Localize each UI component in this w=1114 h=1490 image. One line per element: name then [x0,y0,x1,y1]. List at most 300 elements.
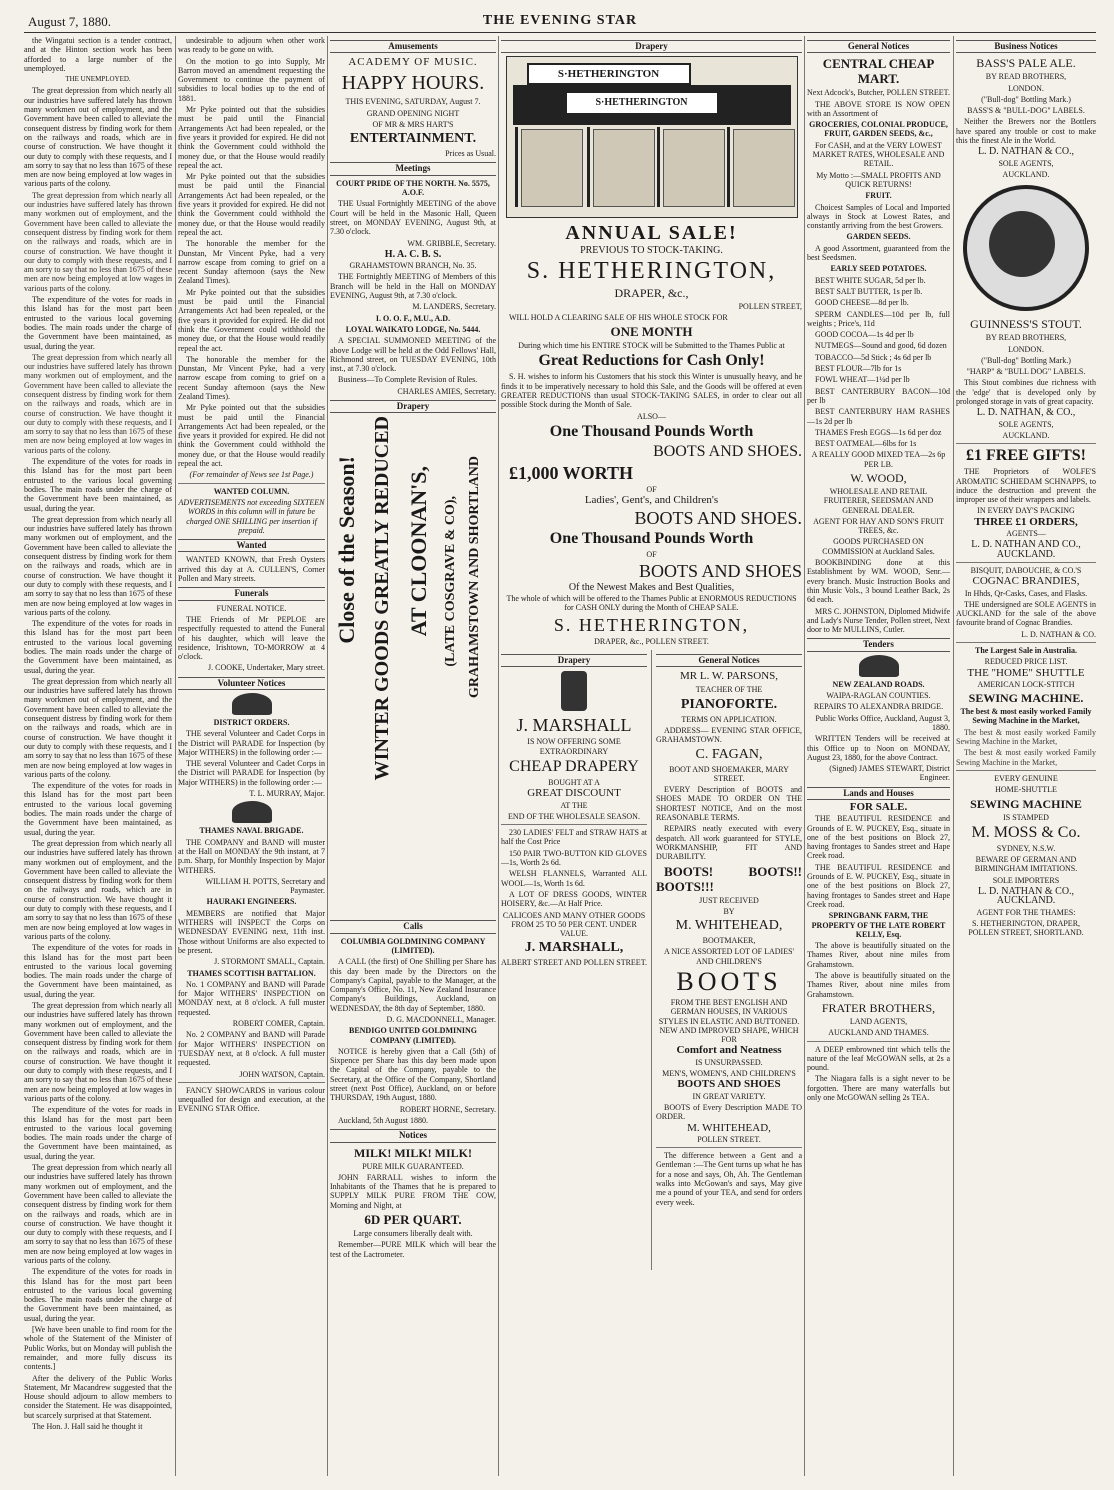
ad-heading: COLUMBIA GOLDMINING COMPANY (LIMITED). [340,936,486,955]
ad-text: Large consumers liberally dealt with. [353,1229,473,1239]
crown-emblem-icon [232,801,272,823]
ad-subhead: GREAT DISCOUNT [527,787,621,800]
ad-signature: D. G. MACDONNELL, Manager. [386,1014,496,1024]
news-paragraph: Mr Pyke pointed out that the subsidies must be paid until the Financial Arrangements Act had been repealed, or the five years it provided for expired. He did not think the Government could withhold the money due, or that the House would readily repeal the act. [178,403,325,469]
ad-text: THE Friends of Mr PEPLOE are respectfully requested to attend the Funeral of his daughter, which will leave the residence, Irishtown, TO-MORROW at 4 o'clock. [178,614,325,662]
ad-headline: CHEAP DRAPERY [509,757,639,775]
price-item: THAMES Fresh EGGS—1s 6d per doz [815,427,942,437]
newspaper-page [24,10,1096,1480]
ad-heading: THAMES SCOTTISH BATTALION. [187,968,316,978]
section-header-meetings: Meetings [330,162,496,175]
price-item: BEST WHITE SUGAR, 5d per lb. [815,275,926,285]
shop-pillar [657,127,660,207]
ad-text: A CALL (the first) of One Shilling per Share has this day been made by the Directors on the Company's Capital, payable to the Manager, at the Company's Office, No. 11, New Zealand Insurance Company's Buildings, Auckland, on WEDNESDAY, the 8th day of September, 1880. [330,957,496,1013]
ad-headline: PIANOFORTE. [680,696,778,712]
ad-subhead: BOOTS AND SHOES [677,1078,781,1091]
column-ads-6 [956,36,1096,1476]
ad-heading: HAURAKI ENGINEERS. [206,897,297,907]
shopfront-engraving [506,56,798,218]
shop-pillar [515,127,518,207]
ad-text: LAND AGENTS, [849,1016,908,1026]
ad-text: AUCKLAND. [1002,169,1050,179]
news-paragraph: Mr Pyke pointed out that the subsidies must be paid until the Financial Arrangements Act had been repealed, or the five years it provided for expired. He did not think the Government could withhold the money due, or that the House would readily repeal the act. [178,172,325,237]
column-rule [327,36,328,1476]
news-paragraph: The great depression from which nearly all our industries have suffered lately has thrown many workmen out of employment, and the Government have been called to alleviate the consequent distress by finding work for them on the railways and roads, which are in course of construction. We have thought it our duty to comply with these requests, and I am sorry to say that no less than 1675 of these men are now being employed at low wages in various parts of the colony. [24,838,172,941]
ad-signature: (Signed) JAMES STEWART, District Engineer. [829,764,950,783]
ad-text: IS UNSURPASSED. [695,1057,763,1067]
news-paragraph: The expenditure of the votes for roads in this Island has for the most part been entrusted to the various local governing bodies. The main roads under the charge of the Government have been maintained, as usual, during the year. [24,457,172,513]
ad-text: THE several Volunteer and Cadet Corps in the District will PARADE for Inspection (by Major WITHERS) in the following order :— [178,759,325,787]
ad-headline: Great Reductions for Cash Only! [538,352,765,370]
ad-headline: BOOTS AND SHOES. [653,442,802,460]
ad-text: AGENT FOR HAY AND SON'S FRUIT TREES, &c. [813,516,944,536]
column-news-2 [178,36,325,1476]
ad-heading: H. A. C. B. S. [384,248,442,260]
venue-name: ACADEMY OF MUSIC. [348,56,478,69]
ad-text: The above is beautifully situated on the Thames River, about nine miles from Grahamstown. [807,971,950,999]
ad-text: THE BEAUTIFUL RESIDENCE and Grounds of E. W. PUCKEY, Esq., situate in one of the best positions on Block 27, having frontages to Sandes street and Hape Creek road. [807,862,950,909]
ad-text: BISQUIT, DABOUCHE, & CO.'S [970,565,1082,575]
ad-heading: FUNERAL NOTICE. [216,603,287,613]
ad-text: ADDRESS— EVENING STAR OFFICE, GRAHAMSTOWN. [656,725,802,745]
shop-sign: S·HETHERINGTON [567,93,717,113]
column-ads-4 [501,36,802,1476]
news-paragraph: The expenditure of the votes for roads in this Island has for the most part been entrusted to the various local governing bodies. The main roads under the charge of the Government have been maintained, as usual, during the year. [24,295,172,351]
news-paragraph: The Hon. J. Hall said he thought it [32,1422,143,1432]
ad-signature: WM. GRIBBLE, Secretary. [407,238,496,248]
ad-heading: MILK! MILK! MILK! [354,1145,472,1160]
news-paragraph: The great depression from which nearly all our industries have suffered lately has thrown many workmen out of employment, and the Government have been called to alleviate the consequent distress by finding work for them on the railways and roads, which are in course of construction. We have thought it our duty to comply with these requests, and I am sorry to say that no less than 1675 of these men are now being employed at low wages in various parts of the colony. [24,86,172,189]
ad-heading: WANTED COLUMN. [213,486,290,496]
ad-headline: One Thousand Pounds Worth [549,422,754,440]
ad-text: My Motto :—SMALL PROFITS AND QUICK RETURNS! [816,170,941,189]
ad-text: BOOKBINDING done at this Establishment by WM. WOOD, Senr.—every branch. Music Instruction Books and thin Music Vols., 3 bound Leather Back, 2s 6d each. [807,558,950,605]
news-paragraph: The expenditure of the votes for roads in this Island has for the most part been entrusted to the various local governing bodies. The main roads under the charge of the Government have been maintained, as usual, during the year. [24,781,172,837]
ad-subhead: THREE £1 ORDERS, [974,515,1078,528]
ad-text: SYDNEY, N.S.W. [996,843,1056,853]
ad-headline: S. HETHERINGTON, [526,257,777,284]
ad-text: WILL HOLD A CLEARING SALE OF HIS WHOLE STOCK FOR [509,312,728,322]
ad-text: AUCKLAND AND THAMES. [828,1028,929,1038]
ad-heading: ENTERTAINMENT. [349,131,477,147]
ad-text: MEMBERS are notified that Major WITHERS will INSPECT the Corps on WEDNESDAY EVENING next, 11th inst. Those without Uniforms are also expected to be present. [178,908,325,955]
ad-headline: GUINNESS'S STOUT. [970,317,1082,332]
vertical-subline: GRAHAMSTOWN AND SHORTLAND [467,456,482,699]
vertical-subline: (LATE COSGRAVE & CO), [443,496,458,667]
price-item: GOOD COCOA—1s 4d per lb [815,330,914,340]
section-header-drapery: Drapery [330,400,496,413]
ad-heading: SPRINGBANK FARM, THE PROPERTY OF THE LATE ROBERT KELLY, Esq. [811,911,946,939]
ad-text: WHOLESALE AND RETAIL FRUITERER, SEEDSMAN AND GENERAL DEALER. [823,486,934,515]
ad-text: THE Proprietors of WOLFE'S AROMATIC SCHIEDAM SCHNAPPS, to induce the destruction and prevent the improper use of their wrappers and labels. [956,467,1096,505]
bulldog-trademark-seal-icon [963,185,1089,311]
divider [956,443,1096,444]
ad-text: In Hhds, Qr-Casks, Cases, and Flasks. [964,588,1088,598]
ad-headline: BOOTS AND SHOES [638,560,802,581]
ad-text: GRAHAMSTOWN BRANCH, No. 35. [349,261,477,271]
ad-subhead: EARLY SEED POTATOES. [830,264,927,274]
ad-text: The whole of which will be offered to the Thames Public at ENORMOUS REDUCTIONS for CASH ONLY during the Month of CHEAP SALE. [506,594,797,613]
news-paragraph: The expenditure of the votes for roads in this Island has for the most part been entrusted to the various local governing bodies. The main roads under the charge of the Government have been maintained, as usual, during the year. [24,619,172,675]
column-rule [498,36,499,1476]
ad-headline: SEWING MACHINE. [968,691,1084,706]
ad-text: GOODS PURCHASED ON COMMISSION at Auckland Sales. [822,537,935,556]
news-paragraph: Mr Pyke pointed out that the subsidies must be paid until the Financial Arrangements Act had been repealed, or the five years it provided for expired. He did not think the Government could withhold the money due, or that the House would readily repeal the act. [178,287,325,353]
ad-text: A SPECIAL SUMMONED MEETING of the above Lodge will be held at the Odd Fellows' Hall, Richmond street, on TUESDAY EVENING, 10th inst., at 7.30 o'clock. [330,336,496,374]
section-header-general: General Notices [656,654,802,667]
section-header-lands: Lands and Houses [807,787,950,800]
ad-text: NOTICE is hereby given that a Call (5th) of Sixpence per Share has this day been made upon the Capital of the Company, payable to the Secretary, at the Office of the Company, Shortland street (next Post Office), Auckland, on or before THURSDAY, 19th August, 1880. [330,1046,496,1103]
divider [956,770,1096,771]
ad-text: ("Bull-dog" Bottling Mark.) [981,355,1071,365]
divider [178,1082,325,1083]
marshall-ad [501,650,647,970]
news-paragraph: The honorable the member for the Dunstan, Mr Vincent Pyke, had a very narrow escape from coming to grief on a recent Sunday afternoon (says the New Zealand Times). [178,354,325,401]
newspaper-title: THE EVENING STAR [482,13,638,28]
ad-text: A good Assortment, guaranteed from the best Seedsmen. [807,243,950,263]
news-paragraph: Mr Pyke pointed out that the subsidies must be paid until the Financial Arrangements Act had been repealed, or the five years it provided for expired. He did not think the Government could withhold the money due, or that the House would readily repeal the act. [178,105,325,170]
shop-window [521,129,583,207]
ad-text: SOLE AGENTS, [998,419,1054,429]
ad-text: HOME-SHUTTLE [995,785,1057,795]
ad-text: The best & most easily worked Family Sewing Machine in the Market, [956,727,1096,747]
ad-text: THE BEAUTIFUL RESIDENCE and Grounds of E. W. PUCKEY, Esq., situate in one of the best positions on Block 27, having frontages to Sandes street and Hape Creek road. [807,814,950,861]
ad-text: AGENT FOR THE THAMES: [976,907,1076,917]
ad-text: JOHN FARRALL wishes to inform the Inhabitants of the Thames that he is prepared to SUPPLY MILK PURE FROM THE COW, Morning and Night, at [330,1172,496,1210]
ad-text: BOUGHT AT A [548,777,600,787]
ad-subhead: Ladies', Gent's, and Children's [584,494,719,507]
ad-text: BOOT AND SHOEMAKER, MARY STREET. [669,764,789,783]
ad-heading: FOR SALE. [849,801,908,813]
ad-text: THE Fortnightly MEETING of Members of this Branch will be held in the Hall on MONDAY EVENING, August 9th, at 7.30 o'clock. [330,272,496,301]
news-paragraph: undesirable to adjourn when other work was ready to be gone on with. [178,36,325,55]
ad-text: BASS'S & "BULL-DOG" LABELS. [967,106,1085,116]
masthead [24,10,1096,33]
ad-subhead: Comfort and Neatness [676,1044,782,1057]
ad-text: AGENTS— [1006,529,1046,539]
ad-signature: T. L. MURRAY, Major. [249,789,325,799]
section-header-amusements: Amusements [330,40,496,53]
lower-ads-split [501,650,802,1270]
ad-text: The Niagara falls is a sight never to be forgotten. There are many waterfalls but only one McGOWAN selling 2s TEA. [807,1074,950,1103]
ad-subhead: GARDEN SEEDS. [846,232,911,242]
ad-headline: THE "HOME" SHUTTLE [967,666,1085,679]
ad-text: WANTED KNOWN, that Fresh Oysters arrived this day at A. CULLEN'S, Corner Pollen and Mary streets. [178,555,325,584]
crown-emblem-icon [859,655,899,677]
divider [807,1041,950,1042]
pointing-hand-icon [561,671,587,711]
ad-headline: S. HETHERINGTON, [553,614,750,635]
ad-text: No. 2 COMPANY and BAND will Parade for Major WITHERS' INSPECTION on TUESDAY next, at 8 o'clock. A full muster requested. [178,1030,325,1068]
ad-text: 150 PAIR TWO-BUTTON KID GLOVES—1s, Worth 2s 6d. [501,848,647,868]
ad-text: REDUCED PRICE LIST. [984,657,1068,667]
news-paragraph: The great depression from which nearly all our industries have suffered lately has thrown many workmen out of employment, and the Government have been called to alleviate the consequent distress by finding work for them on the railways and roads, which are in course of construction. We have thought it our duty to comply with these requests, and I am sorry to say that no less than 1675 of these men are now being employed at low wages in various parts of the colony. [24,676,172,779]
price-item: NUTMEGS—Sound and good, 6d dozen [815,341,947,351]
ad-text: BY READ BROTHERS, [985,333,1067,343]
column-rule [804,36,805,1476]
ad-headline: C. FAGAN, [695,746,763,762]
column-news-1 [24,36,172,1476]
ad-subhead: L. D. NATHAN AND CO., AUCKLAND. [971,539,1081,560]
ad-text: BOOTS of Every Description MADE TO ORDER. [656,1102,802,1122]
divider [656,1147,802,1148]
ad-headline: BOOTS AND SHOES. [634,507,802,528]
ad-text: THIS EVENING, SATURDAY, August 7. [345,97,481,107]
ad-headline: CENTRAL CHEAP MART. [822,56,935,87]
ad-text: FANCY SHOWCARDS in various colour unequalled for design and execution, at the EVENING STAR Office. [178,1085,325,1114]
shop-window [733,129,795,207]
section-header-general: General Notices [807,40,950,53]
ad-text: REPAIRS neatly executed with every despatch. All work guaranteed for STYLE, WORKMANSHIP, FIT AND DURABILITY. [656,824,802,862]
shop-window [593,129,655,207]
ad-text: LONDON. [1008,83,1044,93]
ad-text: BY [723,906,735,916]
ad-text: The above is beautifully situated on the Thames River, about nine miles from Grahamstown. [807,941,950,969]
ad-text: BEWARE OF GERMAN AND BIRMINGHAM IMITATIONS. [974,855,1078,874]
ad-text: IN EVERY DAY'S PACKING [977,506,1075,516]
ad-text: AT THE [560,800,588,810]
section-header-funerals: Funerals [178,587,325,600]
section-header-drapery: Drapery [501,40,802,53]
shop-pillar [727,127,730,207]
ad-text: JUST RECEIVED [699,895,759,905]
column-rule [953,36,954,1476]
cloonans-vertical-ad [330,416,496,916]
ad-subhead: L. D. NATHAN, & CO., [976,407,1076,419]
ad-text: S. HETHERINGTON, DRAPER, POLLEN STREET, SHORTLAND. [968,918,1084,938]
price-item: FOWL WHEAT—1¼d per lb [815,375,910,385]
ad-headline: FRATER BROTHERS, [821,1000,936,1015]
ad-text: 230 LADIES' FELT and STRAW HATS at half the Cost Price [501,828,647,847]
ad-text: OF [646,549,657,559]
ad-text: PURE MILK GUARANTEED. [362,1161,464,1171]
ad-text: THE several Volunteer and Cadet Corps in the District will PARADE for Inspection (by Major WITHERS) in the following order :— [178,729,325,757]
ad-text: END OF THE WHOLESALE SEASON. [508,811,640,821]
price-item: BEST SALT BUTTER, 1s per lb. [815,286,923,296]
ad-text: This Stout combines due richness with the 'edge' that is developed only by prolonged storage in vats of great capacity. [956,378,1096,407]
ad-text: ADVERTISEMENTS not exceeding SIXTEEN WORDS in this column will in future be charged ONE SHILLING per insertion if prepaid. [178,497,325,535]
ad-headline: M. WHITEHEAD, [675,918,783,934]
ad-text: BOOTMAKER, [702,936,756,946]
ad-text: EVERY GENUINE [994,773,1058,783]
ad-headline: M. WHITEHEAD, [687,1121,771,1134]
issue-date: August 7, 1880. [28,14,112,29]
ad-text: AMERICAN LOCK-STITCH [977,679,1075,689]
ad-text: THE Usual Fortnightly MEETING of the above Court will be held in the Masonic Hall, Queen street, on MONDAY EVENING, August 9th, at 7.30 o'clock. [330,199,496,237]
ad-subhead: GROCERIES, COLONIAL PRODUCE, FRUIT, GARDEN SEEDS, &c., [809,120,948,139]
shop-roof-sign: S·HETHERINGTON [527,63,691,85]
ad-headline: J. MARSHALL [516,715,632,736]
ad-subhead: The Largest Sale in Australia. [974,645,1077,655]
ad-text: Prices as Usual. [445,149,496,159]
ad-text: POLLEN STREET, [738,301,802,311]
section-header-notices: Notices [330,1129,496,1142]
ad-heading: NEW ZEALAND ROADS. [832,679,925,689]
ad-subhead: PREVIOUS TO STOCK-TAKING. [580,245,723,257]
vertical-headline: WINTER GOODS GREATLY REDUCED [371,416,393,781]
ad-text: EVERY Description of BOOTS and SHOES MADE TO ORDER ON THE SHORTEST NOTICE, And on the most REASONABLE TERMS. [656,785,802,823]
ad-text: CALICOES AND MANY OTHER GOODS FROM 25 TO 50 PER CENT. UNDER VALUE. [502,910,646,939]
ad-headline: £1,000 WORTH [509,462,634,483]
ad-text: THE undersigned are SOLE AGENTS in AUCKLAND for the sale of the above favourite brand of Cognac Brandies. [956,599,1096,628]
ad-text: Auckland, 5th August 1880. [338,1115,428,1125]
ad-heading: LOYAL WAIKATO LODGE, No. 5444. [345,324,481,334]
bulldog-icon [989,211,1055,277]
section-header-wanted: Wanted [178,539,325,552]
ad-heading: COURT PRIDE OF THE NORTH. No. 5575, A.O.F. [336,178,490,198]
ad-text: AUCKLAND. [1002,430,1050,440]
ad-text: No. 1 COMPANY and BAND will Parade for Major WITHERS' INSPECTION on MONDAY next, at 8 o'clock. A full muster requested. [178,979,325,1017]
ad-text: Business—To Complete Revision of Rules. [338,375,478,385]
ad-text: Choicest Samples of Local and Imported always in Stock at Lowest Rates, and constantly arriving from the best Growers. [807,202,950,231]
price-item: SPERM CANDLES—10d per lb, full weights ; Price's, 11d [807,309,950,328]
ad-text: WRITTEN Tenders will be received at this Office up to Noon on MONDAY, August 23, 1880, for the above Contract. [807,734,950,762]
show-title: HAPPY HOURS. [341,72,485,95]
editor-note: [We have been unable to find room for the whole of the Statement of the Minister of Public Works, but on Monday will publish the remainder, and more fully discuss its contents.] [24,1325,172,1372]
vertical-headline: Close of the Season! [334,456,359,644]
news-paragraph: On the motion to go into Supply, Mr Barron moved an amendment requesting the Government to continue the payment of subsidies to local bodies up to the end of 1881. [178,56,325,103]
news-paragraph: The expenditure of the votes for roads in this Island has for the most part been entrusted to the various local governing bodies. The main roads under the charge of the Government have been maintained, as usual, during the year. [24,943,172,999]
price-item: A REALLY GOOD MIXED TEA—2s 6p PER LB. [811,450,946,469]
price-item: BEST CANTERBURY HAM RASHES—1s 2d per lb [807,407,950,426]
ad-subhead: L. D. NATHAN & CO., AUCKLAND. [977,886,1075,907]
shop-pillar [587,127,590,207]
ad-signature: ROBERT COMER, Captain. [232,1019,325,1029]
ad-heading: BENDIGO UNITED GOLDMINING COMPANY (LIMITED). [348,1026,477,1045]
news-paragraph: the Wingatui section is a tender contract, and at the Hinton section work has been afforded to a large number of the unemployed. [24,36,172,73]
ad-text: A LOT OF DRESS GOODS, WINTER HOISERY, &c.—At Half Price. [501,889,647,909]
news-paragraph: The great depression from which nearly all our industries have suffered lately has thrown many workmen out of employment, and the Government have been called to alleviate the consequent distress by finding work for them on the railways and roads, which are in course of construction. We have thought it our duty to comply with these requests, and I am sorry to say that no less than 1675 of these men are now being employed at low wages in various parts of the colony. [24,190,172,293]
ad-text: Neither the Brewers nor the Bottlers have spared any trouble or cost to make this the finest Ale in the World. [956,117,1096,146]
ad-headline: SEWING MACHINE [970,796,1082,811]
section-header-drapery: Drapery [501,654,647,667]
ad-heading: DISTRICT ORDERS. [213,718,290,727]
ad-signature: L. D. NATHAN & CO. [1021,629,1096,639]
general-notices-ads [656,650,802,1209]
ad-headline: One Thousand Pounds Worth [549,529,754,547]
ad-signature: J. COOKE, Undertaker, Mary street. [208,663,325,673]
news-paragraph: The great depression from which nearly all our industries have suffered lately has thrown many workmen out of employment, and the Government have been called to alleviate the consequent distress by finding work for them on the railways and roads, which are in course of construction. We have thought it our duty to comply with these requests, and I am sorry to say that no less than 1675 of these men are now being employed at low wages in various parts of the colony. [24,514,172,617]
ad-text: REPAIRS TO ALEXANDRA BRIDGE. [813,702,944,712]
ad-headline: J. MARSHALL, [524,940,624,956]
column-rule [651,650,652,1270]
ad-text: IN GREAT VARIETY. [692,1091,766,1101]
ad-text: For CASH, and at the VERY LOWEST MARKET RATES, WHOLESALE AND RETAIL. [812,140,945,169]
ad-subhead: DRAPER, &c., [614,285,689,300]
ad-headline: MR L. W. PARSONS, [679,670,779,683]
vertical-headline: AT CLOONAN'S, [406,466,431,637]
price-item: BEST FLOUR—7lb for 1s [815,364,902,374]
ad-heading: THAMES NAVAL BRIGADE. [199,826,304,836]
ad-text: THE COMPANY and BAND will muster at the Hall on MONDAY the 9th instant, at 7 p.m. Sharp, for Monthly Inspection by Major WITHERS. [178,837,325,875]
ad-signature: CHARLES AMIES, Secretary. [397,386,496,396]
ad-text: MEN'S, WOMEN'S, AND CHILDREN'S [662,1069,796,1079]
ad-signature: JOHN WATSON, Captain. [239,1069,325,1079]
section-header-business: Business Notices [956,40,1096,53]
section-header-tenders: Tenders [807,638,950,651]
ad-heading: I. O. O. F., M.U., A.D. [375,313,451,323]
news-paragraph: The great depression from which nearly all our industries have suffered lately has thrown many workmen out of employment, and the Government have been called to alleviate the consequent distress by finding work for them on the railways and roads, which are in course of construction. We have thought it our duty to comply with these requests, and I am sorry to say that no less than 1675 of these men are now being employed at low wages in various parts of the colony. [24,1000,172,1103]
ad-text: ALSO— [637,411,666,421]
ad-text: SOLE IMPORTERS [992,875,1060,885]
ad-text: THE ABOVE STORE IS NOW OPEN with an Assortment of [807,99,950,118]
shop-window [663,129,725,207]
news-paragraph: The expenditure of the votes for roads in this Island has for the most part been entrusted to the various local governing bodies. The main roads under the charge of the Government have been maintained, as usual, during the year. [24,1105,172,1161]
ad-subhead: COGNAC BRANDIES, [972,575,1080,588]
ad-text: GRAND OPENING NIGHT [366,108,460,118]
ad-text: Remember—PURE MILK which will bear the test of the Lactrometer. [330,1240,496,1259]
ad-text: DRAPER, &c., POLLEN STREET. [594,636,709,646]
ad-signature: J. STORMONT SMALL, Captain. [214,957,325,967]
news-paragraph: After the delivery of the Public Works Statement, Mr Macandrew suggested that the House should adjourn to allow members to consider the Statement. He was disappointed, but scarcely surprised at that Statement. [24,1373,172,1420]
column-rule [175,36,176,1476]
ad-text: The difference between a Gent and a Gentleman :—The Gent turns up what he has for a nose and says, Oh, Ah. The Gentleman walks into McGowan's and says, May give me a pound of your TEA, and send for orders every week. [656,1151,802,1207]
ad-text: POLLEN STREET. [697,1134,761,1144]
ad-text: A DEEP embrowned tint which tells the nature of the leaf McGOWAN sells, at 2s a pound. [807,1044,950,1073]
news-heading: THE UNEMPLOYED. [65,75,131,84]
continuation-note: (For remainder of News see 1st Page.) [189,470,314,480]
ad-headline: W. WOOD, [850,470,907,485]
ad-text: LONDON. [1008,344,1044,354]
price-item: GOOD CHEESE—8d per lb. [815,298,909,308]
ad-heading: 6D PER QUART. [364,1212,462,1228]
ad-text: MRS C. JOHNSTON, Diplomed Midwife and Lady's Nurse Tender, Pollen street, Next door to Mr MULLINS, Cutler. [807,606,950,635]
ad-subhead: Of the Newest Makes and Best Qualities, [568,581,735,593]
ad-text: ALBERT STREET AND POLLEN STREET. [501,958,647,968]
ad-signature: WILLIAM H. POTTS, Secretary and Paymaster. [205,876,325,896]
news-paragraph: The great depression from which nearly all our industries have suffered lately has thrown many workmen out of employment, and the Government have been called to alleviate the consequent distress by finding work for them on the railways and roads, which are in course of construction. We have thought it our duty to comply with these requests, and I am sorry to say that no less than 1675 of these men are now being employed at low wages in various parts of the colony. [24,1163,172,1265]
column-ads-5 [807,36,950,1476]
ad-text: BY READ BROTHERS, [985,72,1067,82]
ad-text: "HARP" & "BULL DOG" LABELS. [966,367,1086,377]
news-paragraph: The great depression from which nearly all our industries have suffered lately has thrown many workmen out of employment, and the Government have been called to alleviate the consequent distress by finding work for them on the railways and roads, which are in course of construction. We have thought it our duty to comply with these requests, and I am sorry to say that no less than 1675 of these men are now being employed at low wages in various parts of the colony. [24,352,172,455]
divider [956,562,1096,563]
price-item: TOBACCO—5d Stick ; 4s 6d per lb [815,352,932,362]
ad-text: OF [646,484,657,494]
price-item: BEST CANTERBURY BACON—10d per lb [807,386,950,405]
ad-signature: M. LANDERS, Secretary. [412,302,496,312]
ad-headline: ANNUAL SALE! [565,222,738,245]
ad-text: The best & most easily worked Family Sewing Machine in the Market, [956,748,1096,767]
ad-text: WELSH FLANNELS, Warranted ALL WOOL—1s, Worth 1s 6d. [501,869,647,888]
ad-headline: ONE MONTH [610,324,693,340]
ad-text: IS NOW OFFERING SOME EXTRAORDINARY [527,737,621,756]
ad-text: S. H. wishes to inform his Customers that his stock this Winter is unusually heavy, and he finds it to be imperatively necessary to hold this Sale, and the Goods will be offered at even GREATER REDUCTIONS than usual STOCK-TAKING SALES, in order to clear out all possible Stock during the Month of Sale. [501,372,802,410]
price-item: BEST OATMEAL—6lbs for 1s [815,439,917,449]
ad-text: TEACHER OF THE [695,685,763,695]
ad-text: OF MR & MRS HART'S [372,119,454,129]
ad-headline: BOOTS! BOOTS!! BOOTS!!! [656,863,802,894]
crown-emblem-icon [232,693,272,715]
ad-text: WAIPA-RAGLAN COUNTIES. [826,691,931,701]
divider [956,642,1096,643]
news-paragraph: The expenditure of the votes for roads in this Island has for the most part been entrusted to the various local governing bodies. The main roads under the charge of the Government have been maintained, as usual, during the year. [24,1267,172,1323]
ad-text: Next Adcock's, Butcher, POLLEN STREET. [807,88,950,98]
divider [501,824,647,825]
ad-headline: BOOTS [676,966,782,996]
ad-text: The best & most easily worked Family Sewing Machine in the Market, [960,707,1092,726]
ad-text: IS STAMPED [1003,812,1049,822]
ad-headline: M. MOSS & Co. [971,823,1081,841]
ad-text: FROM THE BEST ENGLISH AND GERMAN HOUSES, IN VARIOUS STYLES IN ELASTIC AND BUTTONED. NEW AND IMPROVED SHAPE, WHICH FOR [658,997,800,1045]
ad-text: During which time his ENTIRE STOCK will be Submitted to the Thames Public at [518,341,785,351]
ad-subhead: L. D. NATHAN & CO., [977,146,1075,158]
ad-text: ("Bull-dog" Bottling Mark.) [981,94,1071,104]
ad-subhead: FRUIT. [865,191,892,201]
ad-headline: £1 FREE GIFTS! [965,447,1086,465]
ad-text: TERMS ON APPLICATION. [681,714,777,724]
section-header-volunteer: Volunteer Notices [178,677,325,690]
